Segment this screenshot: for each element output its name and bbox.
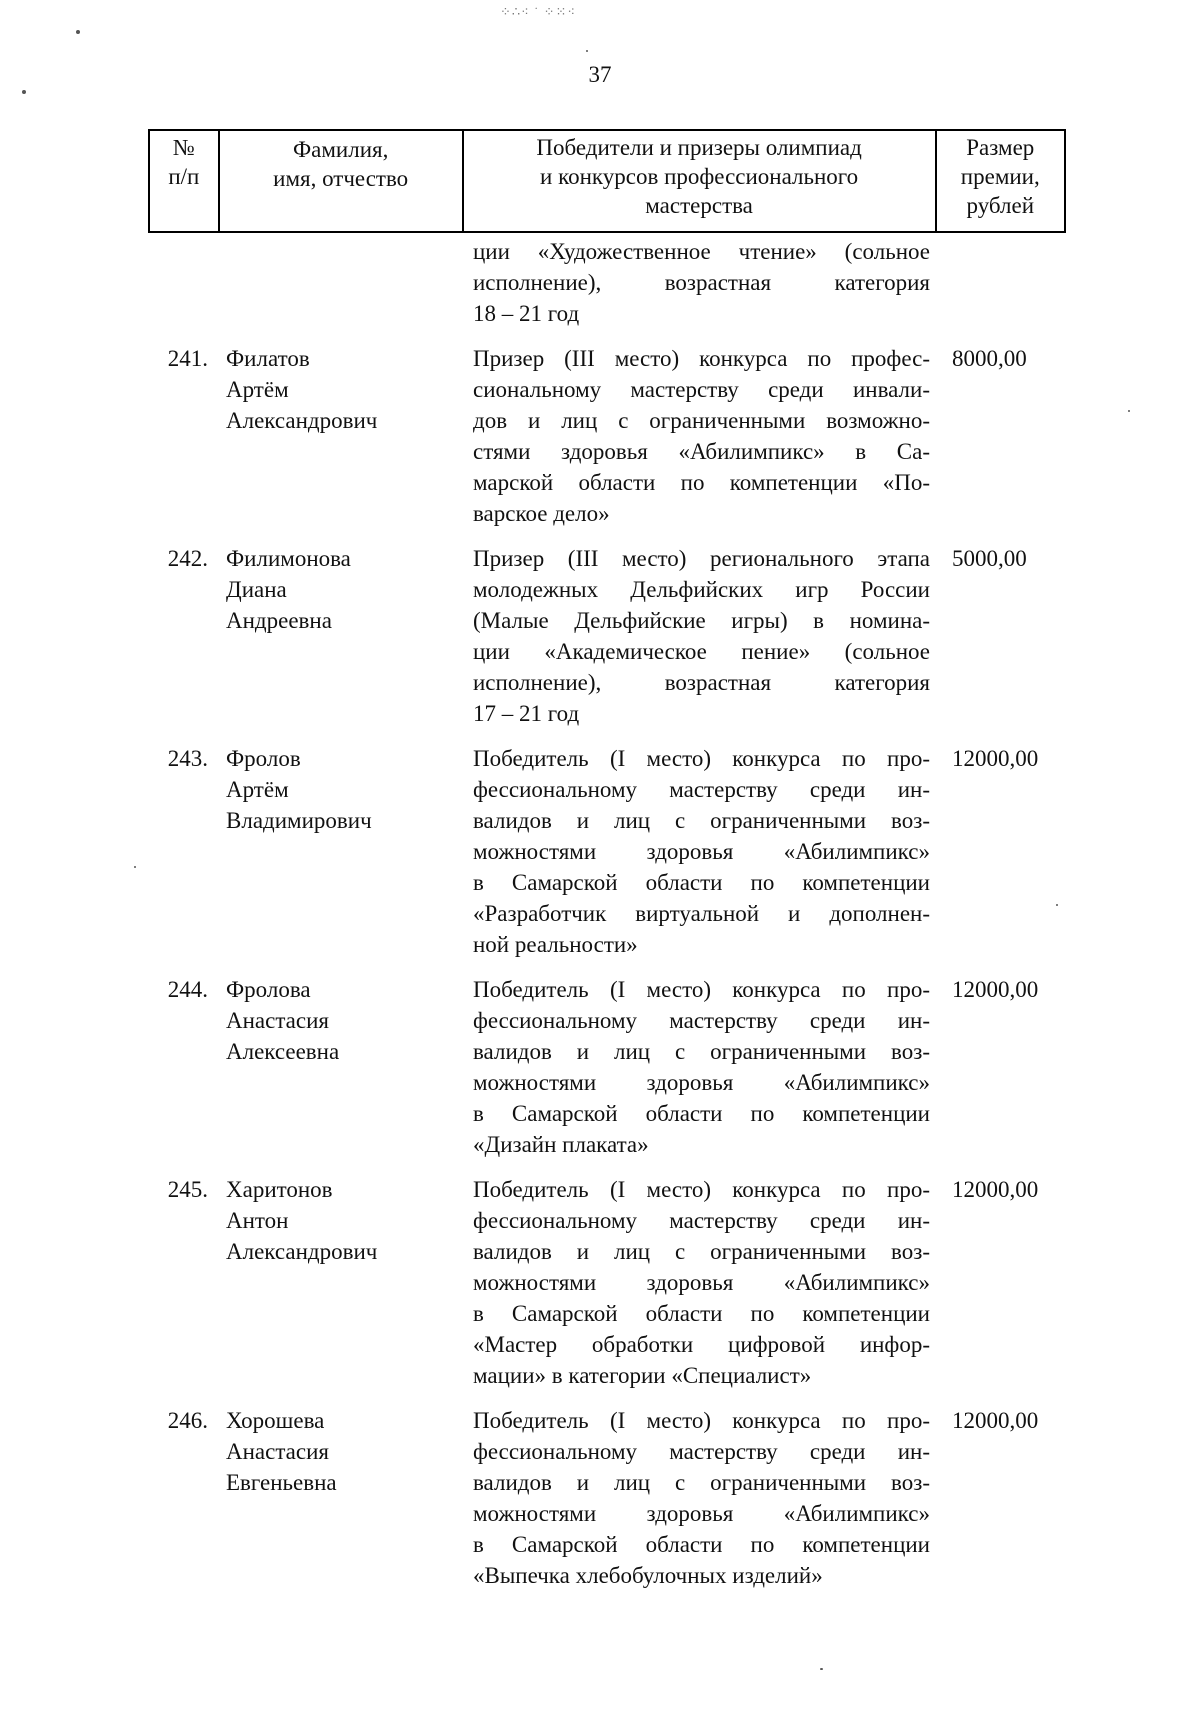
table-row (148, 543, 1066, 729)
desc-line: можностями здоровья «Абилимпикс» (473, 1501, 930, 1526)
row-amount: 12000,00 (952, 746, 1039, 771)
row-achievement (463, 1174, 938, 1391)
desc-line: можностями здоровья «Абилимпикс» (473, 1070, 930, 1095)
table-row (148, 1405, 1066, 1591)
desc-line: стями здоровья «Абилимпикс» в Са- (473, 439, 930, 464)
row-number: 242. (167, 546, 208, 571)
row-number: 243. (167, 746, 208, 771)
desc-line: сиональному мастерству среди инвали- (473, 377, 930, 402)
desc-line: в Самарской области по компетенции (473, 1532, 930, 1557)
row-full-name (218, 236, 463, 329)
table-row (148, 974, 1066, 1160)
row-full-name: Харитонов Антон Александрович (226, 1177, 378, 1264)
header-achievement-column: Победители и призеры олимпиад и конкурсов профессионального мастерства (464, 131, 937, 231)
scan-speck (22, 90, 26, 94)
desc-line: исполнение), возрастная категория (473, 270, 930, 295)
row-achievement (463, 743, 938, 960)
desc-line: ции «Академическое пение» (сольное (473, 639, 930, 664)
desc-line: «Разработчик виртуальной и дополнен- (473, 901, 930, 926)
scan-speck (134, 866, 136, 868)
scan-speck (820, 1668, 823, 1670)
desc-line: в Самарской области по компетенции (473, 1101, 930, 1126)
row-achievement (463, 543, 938, 729)
desc-line: варское дело» (473, 501, 610, 526)
row-amount: 12000,00 (952, 1177, 1039, 1202)
desc-line: можностями здоровья «Абилимпикс» (473, 1270, 930, 1295)
row-achievement (463, 1405, 938, 1591)
row-number: 246. (167, 1408, 208, 1433)
row-amount (938, 236, 1066, 329)
table-header (148, 129, 1066, 233)
desc-line: в Самарской области по компетенции (473, 870, 930, 895)
desc-line: Призер (III место) конкурса по профес- (473, 346, 930, 371)
desc-line: молодежных Дельфийских игр России (473, 577, 930, 602)
page-number: 37 (588, 62, 612, 87)
desc-line: фессиональному мастерству среди ин- (473, 1208, 930, 1233)
row-full-name: Филатов Артём Александрович (226, 346, 378, 433)
row-full-name: Фролов Артём Владимирович (226, 746, 372, 833)
desc-line: можностями здоровья «Абилимпикс» (473, 839, 930, 864)
row-amount: 8000,00 (952, 346, 1027, 371)
header-amount-column: Размер премии, рублей (960, 135, 1040, 218)
row-amount: 12000,00 (952, 977, 1039, 1002)
row-number: 245. (167, 1177, 208, 1202)
desc-line: фессиональному мастерству среди ин- (473, 1008, 930, 1033)
desc-line: Победитель (I место) конкурса по про- (473, 1177, 930, 1202)
row-achievement (463, 236, 938, 329)
table-row (148, 743, 1066, 960)
desc-line: (Малые Дельфийские игры) в номина- (473, 608, 930, 633)
scan-noise: ⁘∴⁖ ˙ ⁘⁙⁖ (500, 4, 577, 19)
desc-line: валидов и лиц с ограниченными воз- (473, 1239, 930, 1264)
row-number: 241. (167, 346, 208, 371)
scan-speck (76, 30, 80, 34)
row-number: 244. (167, 977, 208, 1002)
scan-speck (586, 50, 588, 52)
row-amount: 12000,00 (952, 1408, 1039, 1433)
desc-line: мации» в категории «Специалист» (473, 1363, 812, 1388)
desc-line: валидов и лиц с ограниченными воз- (473, 808, 930, 833)
desc-line: 18 – 21 год (473, 301, 580, 326)
desc-line: «Выпечка хлебобулочных изделий» (473, 1563, 823, 1588)
desc-line: исполнение), возрастная категория (473, 670, 930, 695)
desc-line: ной реальности» (473, 932, 638, 957)
desc-line: валидов и лиц с ограниченными воз- (473, 1470, 930, 1495)
desc-line: валидов и лиц с ограниченными воз- (473, 1039, 930, 1064)
row-number (148, 236, 218, 329)
desc-line: «Мастер обработки цифровой инфор- (473, 1332, 930, 1357)
table-row (148, 343, 1066, 529)
table-row (148, 236, 1066, 329)
desc-line: Призер (III место) регионального этапа (473, 546, 930, 571)
row-full-name: Фролова Анастасия Алексеевна (226, 977, 340, 1064)
row-achievement (463, 343, 938, 529)
header-name-column: Фамилия, имя, отчество (220, 131, 464, 231)
desc-line: «Дизайн плаката» (473, 1132, 649, 1157)
desc-line: 17 – 21 год (473, 701, 580, 726)
desc-line: в Самарской области по компетенции (473, 1301, 930, 1326)
desc-line: марской области по компетенции «По- (473, 470, 930, 495)
scan-speck (1128, 410, 1130, 412)
desc-line: Победитель (I место) конкурса по про- (473, 1408, 930, 1433)
header-number-column: № п/п (150, 131, 220, 231)
table-body (148, 236, 1066, 1591)
row-full-name: Филимонова Диана Андреевна (226, 546, 351, 633)
row-amount: 5000,00 (952, 546, 1027, 571)
desc-line: Победитель (I место) конкурса по про- (473, 977, 930, 1002)
desc-line: Победитель (I место) конкурса по про- (473, 746, 930, 771)
desc-line: фессиональному мастерству среди ин- (473, 777, 930, 802)
desc-line: дов и лиц с ограниченными возможно- (473, 408, 930, 433)
desc-line: ции «Художественное чтение» (сольное (473, 239, 930, 264)
row-full-name: Хорошева Анастасия Евгеньевна (226, 1408, 337, 1495)
table-row (148, 1174, 1066, 1391)
desc-line: фессиональному мастерству среди ин- (473, 1439, 930, 1464)
row-achievement (463, 974, 938, 1160)
